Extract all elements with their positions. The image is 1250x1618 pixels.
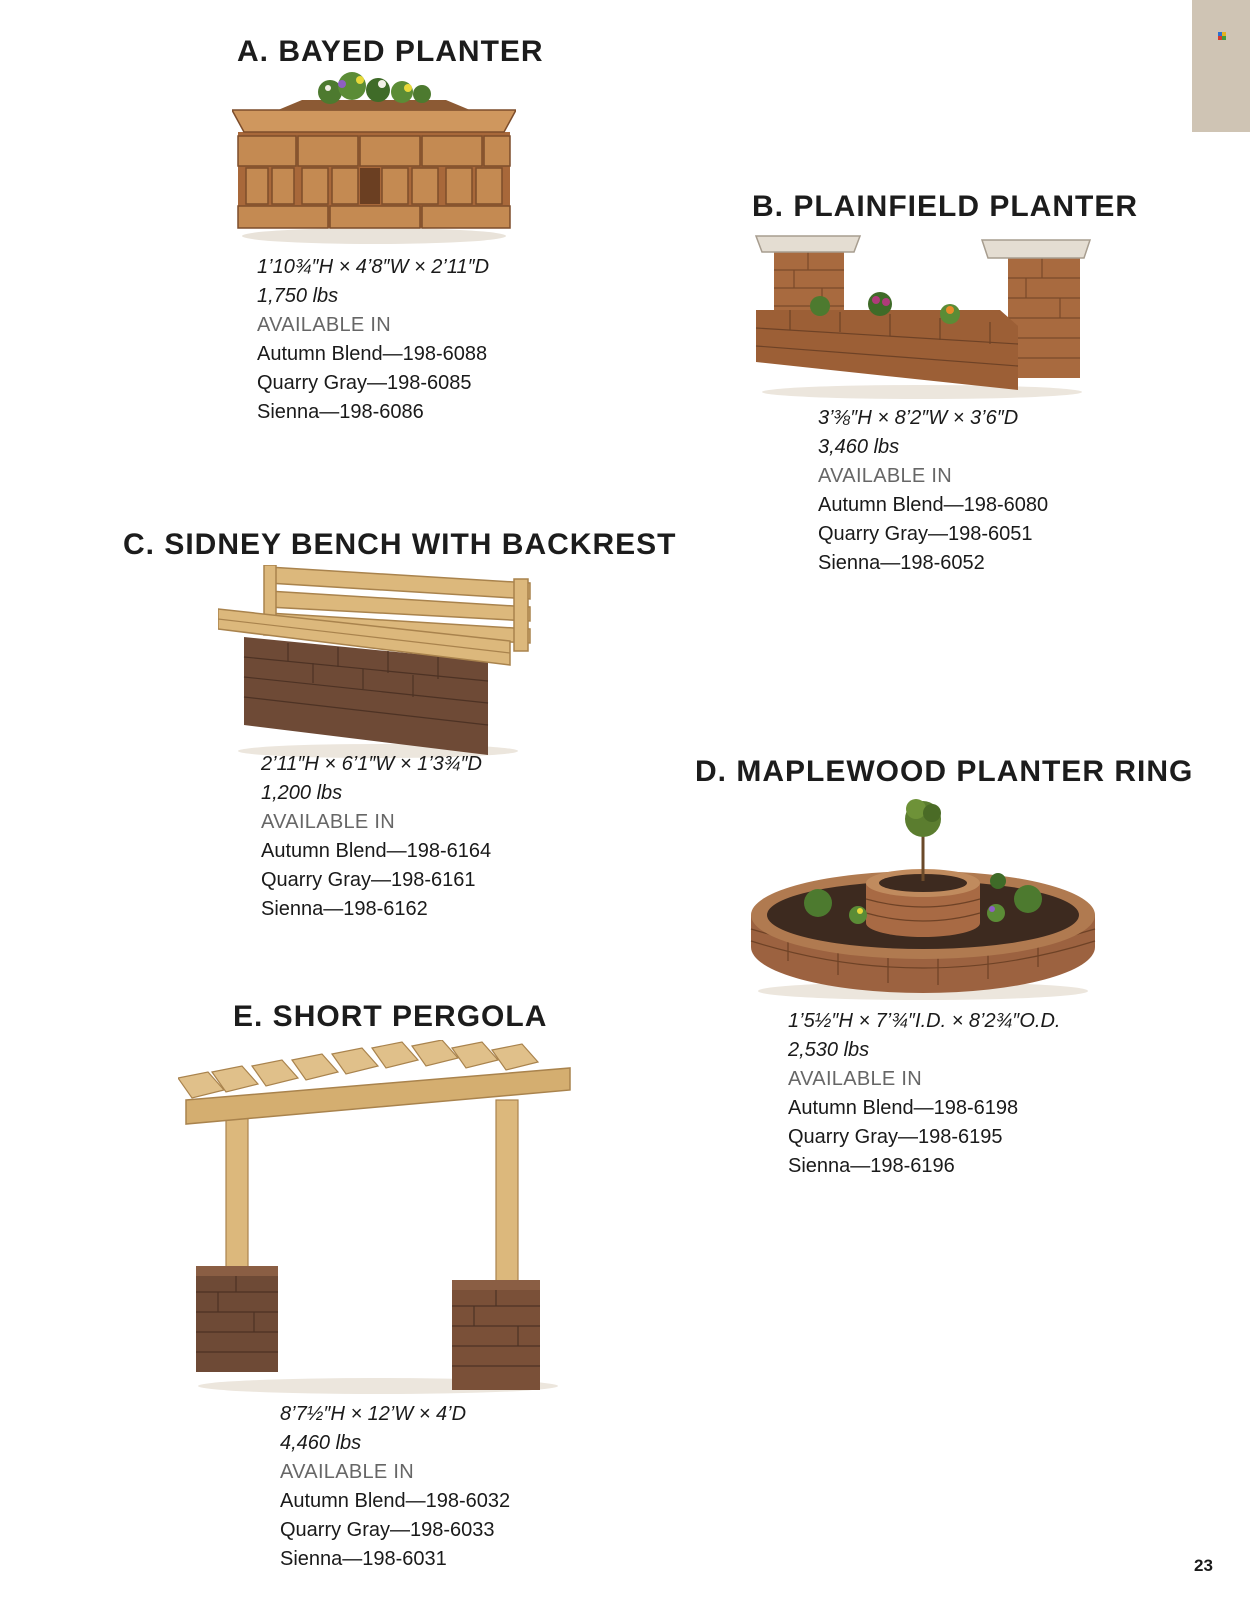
color-option: Autumn Blend—198-6164: [261, 840, 492, 862]
product-b-title: B. PLAINFIELD PLANTER: [752, 190, 1138, 223]
color-option: Quarry Gray—198-6051: [818, 523, 1033, 545]
color-option: Quarry Gray—198-6161: [261, 869, 476, 891]
available-in-label: AVAILABLE IN: [280, 1461, 415, 1483]
color-option: Autumn Blend—198-6198: [788, 1097, 1019, 1119]
available-in-label: AVAILABLE IN: [788, 1068, 923, 1090]
weight-text: 2,530 lbs: [788, 1039, 870, 1061]
color-option: Autumn Blend—198-6080: [818, 494, 1049, 516]
color-option: Quarry Gray—198-6085: [257, 372, 472, 394]
weight-text: 1,750 lbs: [257, 285, 339, 307]
color-option: Sienna—198-6031: [280, 1548, 447, 1570]
page-number: 23: [1194, 1556, 1213, 1575]
available-in-label: AVAILABLE IN: [818, 465, 953, 487]
color-option: Sienna—198-6196: [788, 1155, 955, 1177]
product-e-title: E. SHORT PERGOLA: [233, 1000, 548, 1033]
dimensions-text: 8’7½″H × 12’W × 4’D: [280, 1403, 467, 1425]
bayed-planter-image: [232, 70, 516, 250]
section-tab: [1192, 0, 1250, 132]
product-d-specs: [788, 1007, 1060, 1181]
dimensions-text: 3’⅜″H × 8’2″W × 3’6″D: [818, 407, 1019, 429]
color-option: Quarry Gray—198-6195: [788, 1126, 1003, 1148]
product-b-specs: [818, 404, 1048, 578]
product-a-specs: [257, 253, 489, 427]
product-c-title: C. SIDNEY BENCH WITH BACKREST: [123, 528, 677, 561]
color-option: Autumn Blend—198-6088: [257, 343, 488, 365]
color-option: Sienna—198-6052: [818, 552, 985, 574]
color-option: Quarry Gray—198-6033: [280, 1519, 495, 1541]
weight-text: 1,200 lbs: [261, 782, 343, 804]
product-e-specs: [280, 1400, 510, 1574]
brand-logo-icon: [1218, 32, 1226, 40]
available-in-label: AVAILABLE IN: [257, 314, 392, 336]
product-d-title: D. MAPLEWOOD PLANTER RING: [695, 755, 1194, 788]
available-in-label: AVAILABLE IN: [261, 811, 396, 833]
short-pergola-image: [178, 1040, 574, 1396]
color-option: Sienna—198-6086: [257, 401, 424, 423]
maplewood-planter-ring-image: [748, 795, 1098, 1005]
dimensions-text: 1’5½″H × 7’¾″I.D. × 8’2¾″O.D.: [788, 1010, 1061, 1032]
sidney-bench-image: [218, 565, 536, 761]
dimensions-text: 1’10¾″H × 4’8″W × 2’11″D: [257, 256, 490, 278]
product-a-title: A. BAYED PLANTER: [237, 35, 544, 68]
dimensions-text: 2’11″H × 6’1″W × 1’3¾″D: [261, 753, 482, 775]
weight-text: 3,460 lbs: [818, 436, 900, 458]
weight-text: 4,460 lbs: [280, 1432, 362, 1454]
product-c-specs: [261, 750, 491, 924]
plainfield-planter-image: [750, 230, 1095, 402]
color-option: Sienna—198-6162: [261, 898, 428, 920]
color-option: Autumn Blend—198-6032: [280, 1490, 511, 1512]
